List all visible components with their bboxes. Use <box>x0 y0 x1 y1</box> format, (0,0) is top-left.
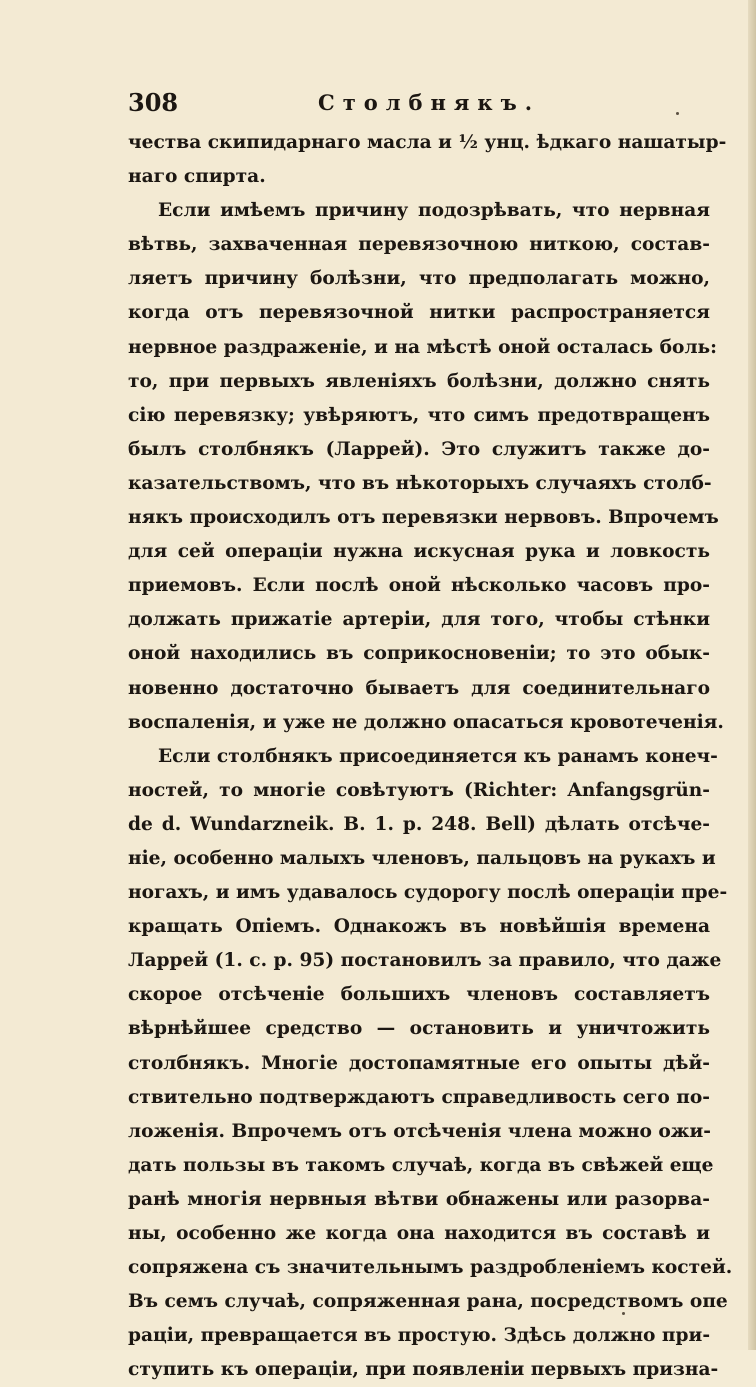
text-line: дать пользы въ такомъ случаѣ, когда въ свѣжей еще <box>128 1154 714 1176</box>
text-line: ствительно подтверждаютъ справедливость сего по- <box>128 1086 710 1108</box>
text-line: кращать Опіемъ. Однакожъ въ новѣйшія времена <box>128 916 710 938</box>
text-line: ступить къ операціи, при появленіи первыхъ призна- <box>128 1359 719 1381</box>
text-line: скорое отсѣченіе большихъ членовъ составляетъ <box>128 984 710 1006</box>
text-line: сопряжена съ значительнымъ раздробленіемъ костей. <box>128 1257 733 1279</box>
text-line: раціи, превращается въ простую. Здѣсь должно при- <box>128 1325 711 1347</box>
text-line: вѣрнѣйшее средство — остановить и уничтожить <box>128 1018 710 1040</box>
text-line: ложенія. Впрочемъ отъ отсѣченія члена можно ожи- <box>128 1120 712 1142</box>
text-line: чества скипидарнаго масла и ½ унц. ѣдкаго нашатыр- <box>128 132 727 153</box>
text-line: ногахъ, и имъ удавалось судорогу послѣ операціи пре- <box>128 882 728 904</box>
text-line: Если столбнякъ присоединяется къ ранамъ конеч- <box>158 745 718 767</box>
text-line: ранѣ многія нервныя вѣтви обнажены или разорва- <box>128 1188 710 1210</box>
text-line: някъ происходилъ отъ перевязки нервовъ. Впрочемъ <box>128 507 719 529</box>
text-line: нервное раздраженіе, и на мѣстѣ оной осталась боль: <box>128 336 718 358</box>
text-line: воспаленія, и уже не должно опасаться кровотеченія. <box>128 711 724 733</box>
page-header <box>128 88 708 122</box>
text-line: вѣтвь, захваченная перевязочною ниткою, состав- <box>128 234 710 256</box>
text-line: Въ семъ случаѣ, сопряженная рана, посредствомъ опе <box>128 1291 728 1313</box>
text-line: сію перевязку; увѣряютъ, что симъ предотвращенъ <box>128 404 710 426</box>
text-line: ніе, особенно малыхъ членовъ, пальцовъ на рукахъ и <box>128 847 716 869</box>
paper-speck <box>622 1312 625 1315</box>
text-line: ностей, то многіе совѣтуютъ (Richter: Anfangsgrün- <box>128 779 710 801</box>
text-line: Если имѣемъ причину подозрѣвать, что нервная <box>158 200 710 222</box>
text-line: то, при первыхъ явленіяхъ болѣзни, должно снять <box>128 370 710 392</box>
text-line: былъ столбнякъ (Ларрей). Это служитъ также до- <box>128 438 710 460</box>
text-line: для сей операціи нужна искусная рука и ловкость <box>128 541 710 563</box>
text-line: оной находились въ соприкосновеніи; то это обык- <box>128 643 710 665</box>
text-line: ны, особенно же когда она находится въ составѣ и <box>128 1223 710 1244</box>
text-line: приемовъ. Если послѣ оной нѣсколько часовъ про- <box>128 575 710 597</box>
text-line: новенно достаточно бываетъ для соединительнаго <box>128 677 710 699</box>
text-line: ляетъ причину болѣзни, что предполагать можно, <box>128 268 710 290</box>
text-line: наго спирта. <box>128 166 266 188</box>
page-edge <box>748 0 756 1350</box>
text-line: когда отъ перевязочной нитки распространяется <box>128 302 710 324</box>
text-line: казательствомъ, что въ нѣкоторыхъ случаяхъ столб- <box>128 472 712 494</box>
page-number: 308 <box>128 88 179 117</box>
text-line: Ларрей (1. с. р. 95) постановилъ за правило, что даже <box>128 950 722 972</box>
body-text <box>128 126 733 1387</box>
text-line: de d. Wundarzneik. B. 1. p. 248. Bell) дѣлать отсѣче- <box>128 813 710 835</box>
paper-speck <box>676 112 679 115</box>
running-title: Столбнякъ. <box>318 90 541 115</box>
text-line: столбнякъ. Многіе достопамятные его опыты дѣй- <box>128 1052 710 1074</box>
text-line: должать прижатіе артеріи, для того, чтобы стѣнки <box>128 609 710 631</box>
